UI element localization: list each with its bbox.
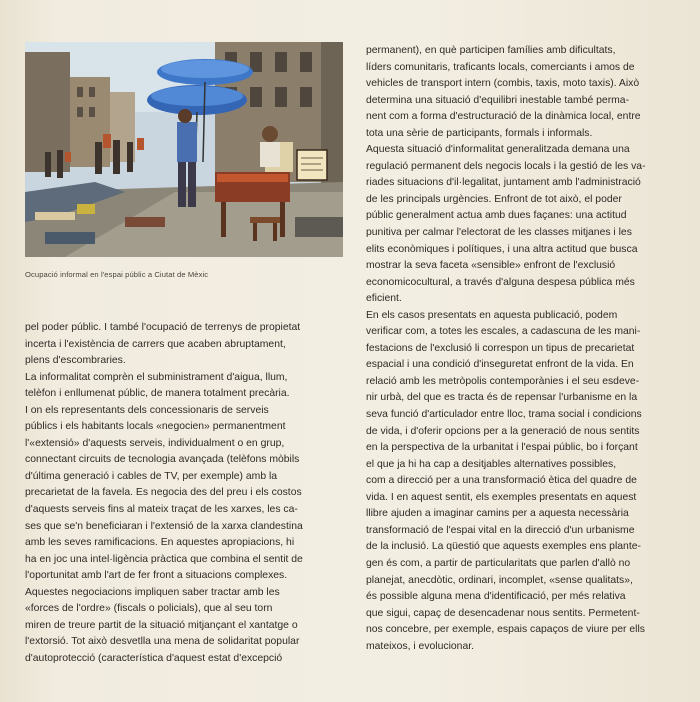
text-line: verificar com, a totes les escales, a cadascuna de les mani- [366,326,641,338]
text-line: que sigui, capaç de desencadenar nous sentits. Permetent- [366,607,640,619]
text-line: és possible alguna mena d'identificació, per més relativa [366,591,626,603]
text-line: nos concebre, per exemple, espais capaços de viure per ells [366,624,645,636]
text-line: l'oportunitat amb l'art de fer front a situacions complexes. [25,570,288,582]
figure-caption: Ocupació informal en l'espai públic a Ciutat de Mèxic [25,270,209,279]
left-text-column [25,320,345,667]
text-line: regulació permanent dels negocis locals i la gestió de les va- [366,160,646,172]
text-line: mostrar la seva faceta «sensible» enfront de l'exclusió [366,260,616,272]
text-line: precarietat de la favela. Es negocia des del preu i els costos [25,487,302,499]
text-line: plens d'escombraries. [25,355,126,367]
text-line: En els casos presentats en aquesta publicació, podem [366,309,618,321]
text-line: miren de treure partit de la situació mitjançant el xantatge o [25,619,298,631]
text-line: elits econòmiques i polítiques, i una altra actitud que busca [366,243,638,255]
text-line: l'«extensió» d'aquests serveis, individualment o en grup, [25,437,285,449]
text-line: «forces de l'ordre» (fiscals o policials), que al seu torn [25,603,273,615]
text-line: d'autoprotecció (característica d'aquest estat d'excepció [25,652,283,664]
text-line: permanent), en què participen famílies amb dificultats, [366,45,616,56]
text-line: riades situacions d'il·legalitat, juntament amb l'administració [366,177,641,189]
text-line: vida. I en aquest sentit, els exemples presentats en aquest [366,491,637,503]
text-line: I on els representants dels concessionaris de serveis [25,404,269,416]
text-line: tota una sèrie de participants, formals i informals. [366,127,593,139]
text-line: de la inclusió. La qüestió que aquests exemples ens plante- [366,541,641,553]
text-line: planejat, anecdòtic, ordinari, incomplet, «sense qualitats», [366,574,633,586]
text-line: amb les seves ramificacions. En aquestes apropiacions, hi [25,537,295,549]
text-line: espacial i una condició d'inseguretat enfront de la vida. En [366,359,634,371]
text-line: relació amb les metròpolis contemporànies i el seu esdeve- [366,375,640,387]
text-line: connectant circuits de tecnologia avançada (telèfons mòbils [25,454,300,466]
text-line: seva funció d'articulador entre lloc, trama social i condicions [366,409,642,421]
text-line: La informalitat comprèn el subministrament d'aigua, llum, [25,371,288,383]
street-market-photo [25,42,343,257]
text-line: pel poder públic. I també l'ocupació de terrenys de propietat [25,322,301,333]
text-line: mateixos, i evolucionar. [366,640,475,652]
text-line: com a direcció per a una transformació ètica del quadre de [366,475,637,487]
text-line: telèfon i enllumenat públic, de manera totalment precària. [25,388,290,400]
text-line: de les principals urgències. Enfront de tot això, el poder [366,193,622,205]
text-line: ha en joc una intel·ligència pràctica que combina el sentit de [25,553,303,565]
text-line: Aquestes negociacions impliquen saber tractar amb les [25,586,280,598]
text-line: llibre ajuden a imaginar camins per a aquesta necessària [366,508,629,520]
text-line: públics i els habitants locals «negocien» permanentment [25,421,286,433]
text-line: ses que se'n beneficiaran i l'extensió de la xarxa clandestina [25,520,303,532]
text-line: vehicles de transport intern (combis, taxis, moto taxis). Això [366,78,640,90]
text-line: l'extorsió. Tot això desvetlla una mena de solidaritat popular [25,636,300,648]
right-text-column [366,43,684,655]
text-line: determina una situació d'equilibri inestable també perma- [366,94,630,106]
text-line: incerta i l'existència de carrers que acaben abruptament, [25,338,286,350]
text-line: Aquesta situació d'informalitat generalitzada demana una [366,144,630,156]
text-line: d'última generació i cables de TV, per exemple) amb la [25,470,278,482]
text-line: públic generalment actua amb dues façanes: una actitud [366,210,627,222]
text-line: punitiva per calmar l'electorat de les classes mitjanes i les [366,227,632,239]
text-line: el que ja hi ha cap a desitjables alternatives possibles, [366,458,617,470]
text-line: festacions de l'exclusió li correspon un tipus de precarietat [366,342,635,354]
text-line: líders comunitaris, traficants locals, comerciants i amos de [366,61,635,73]
text-line: nir urbà, del que es tracta és de repensar l'urbanisme en la [366,392,638,404]
text-line: eficient. [366,293,402,305]
text-line: en la perspectiva de la urbanitat i l'espai públic, bo i forçant [366,442,638,454]
text-line: d'aquests serveis fins al mateix traçat de les xarxes, les ca- [25,504,298,516]
text-line: nent com a forma d'estructuració de la dinàmica local, entre [366,111,641,123]
text-line: economicocultural, a través d'alguna despesa pública més [366,276,635,288]
text-line: gen és com, a partir de particularitats que parlen d'allò no [366,557,631,569]
text-line: de vida, i d'oferir opcions per a la generació de nous sentits [366,425,640,437]
text-line: transformació de l'espai vital en la direcció d'un urbanisme [366,524,635,536]
